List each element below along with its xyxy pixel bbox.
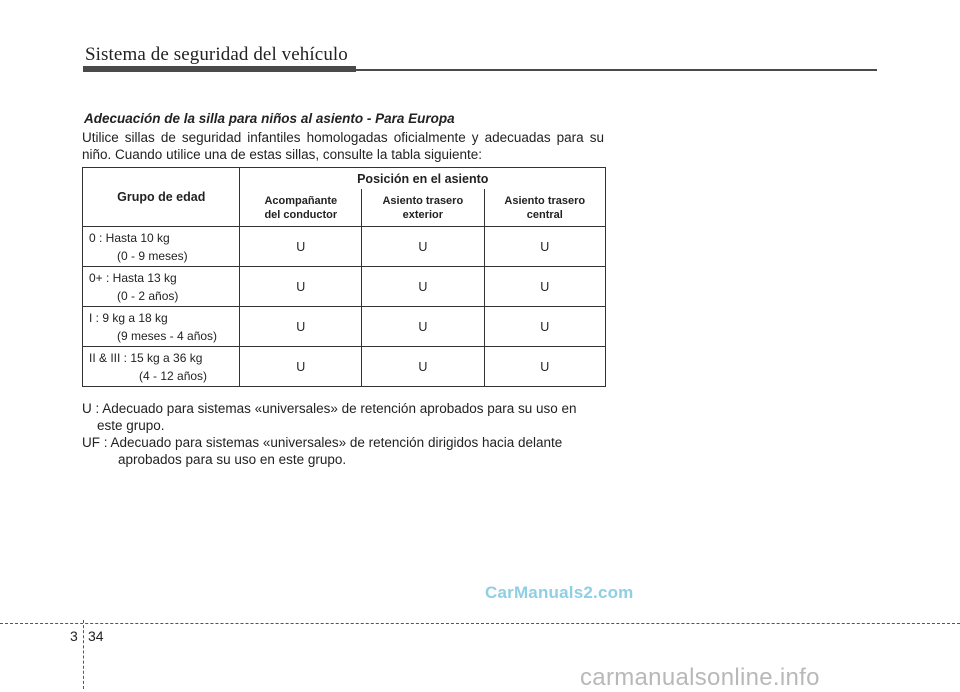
suitability-cell: U bbox=[240, 347, 362, 387]
age-group-cell: 0+ : Hasta 13 kg (0 - 2 años) bbox=[83, 267, 240, 307]
suitability-cell: U bbox=[240, 307, 362, 347]
suitability-cell: U bbox=[484, 347, 605, 387]
age-group-cell: I : 9 kg a 18 kg (9 meses - 4 años) bbox=[83, 307, 240, 347]
header-rule-thick bbox=[83, 66, 356, 72]
site-watermark: carmanualsonline.info bbox=[580, 664, 820, 691]
footer-dashed-rule bbox=[0, 623, 960, 624]
table-row bbox=[83, 307, 606, 347]
suitability-cell: U bbox=[240, 267, 362, 307]
suitability-cell: U bbox=[362, 267, 484, 307]
chapter-number: 3 bbox=[70, 628, 78, 644]
intro-paragraph: Utilice sillas de seguridad infantiles homologadas oficialmente y adecuadas para su niño. Cuando utilice una de estas sillas, consulte la tabla siguiente: bbox=[82, 130, 604, 162]
page-number: 34 bbox=[88, 628, 104, 644]
carmanuals-watermark-link[interactable]: CarManuals2.com bbox=[485, 583, 634, 602]
child-seat-suitability-table bbox=[82, 167, 606, 387]
age-group-cell: 0 : Hasta 10 kg (0 - 9 meses) bbox=[83, 227, 240, 267]
suitability-cell: U bbox=[484, 307, 605, 347]
table-row bbox=[83, 267, 606, 307]
age-group-cell: II & III : 15 kg a 36 kg (4 - 12 años) bbox=[83, 347, 240, 387]
suitability-cell: U bbox=[362, 307, 484, 347]
suitability-cell: U bbox=[240, 227, 362, 267]
age-group-header: Grupo de edad bbox=[83, 168, 240, 227]
section-title: Adecuación de la silla para niños al asiento - Para Europa bbox=[84, 111, 455, 126]
legend-note-u: U : Adecuado para sistemas «universales» de retención aprobados para su uso en este grupo. bbox=[82, 401, 577, 433]
footer-vertical-dashed-rule bbox=[83, 620, 84, 689]
legend-notes bbox=[82, 400, 604, 468]
table-row bbox=[83, 227, 606, 267]
column-header-rear-outboard: Asiento trasero exterior bbox=[362, 189, 484, 226]
legend-note-uf: UF : Adecuado para sistemas «universales» de retención dirigidos hacia delante aprobados para su uso en este grupo. bbox=[82, 435, 563, 467]
suitability-cell: U bbox=[484, 267, 605, 307]
header-rule-thin bbox=[356, 69, 877, 71]
column-header-rear-center: Asiento trasero central bbox=[484, 189, 605, 226]
column-header-front-passenger: Acompañante del conductor bbox=[240, 189, 362, 226]
suitability-cell: U bbox=[484, 227, 605, 267]
seat-position-header: Posición en el asiento bbox=[240, 168, 606, 190]
page-header-title: Sistema de seguridad del vehículo bbox=[85, 44, 348, 65]
suitability-cell: U bbox=[362, 227, 484, 267]
suitability-cell: U bbox=[362, 347, 484, 387]
table-row bbox=[83, 347, 606, 387]
